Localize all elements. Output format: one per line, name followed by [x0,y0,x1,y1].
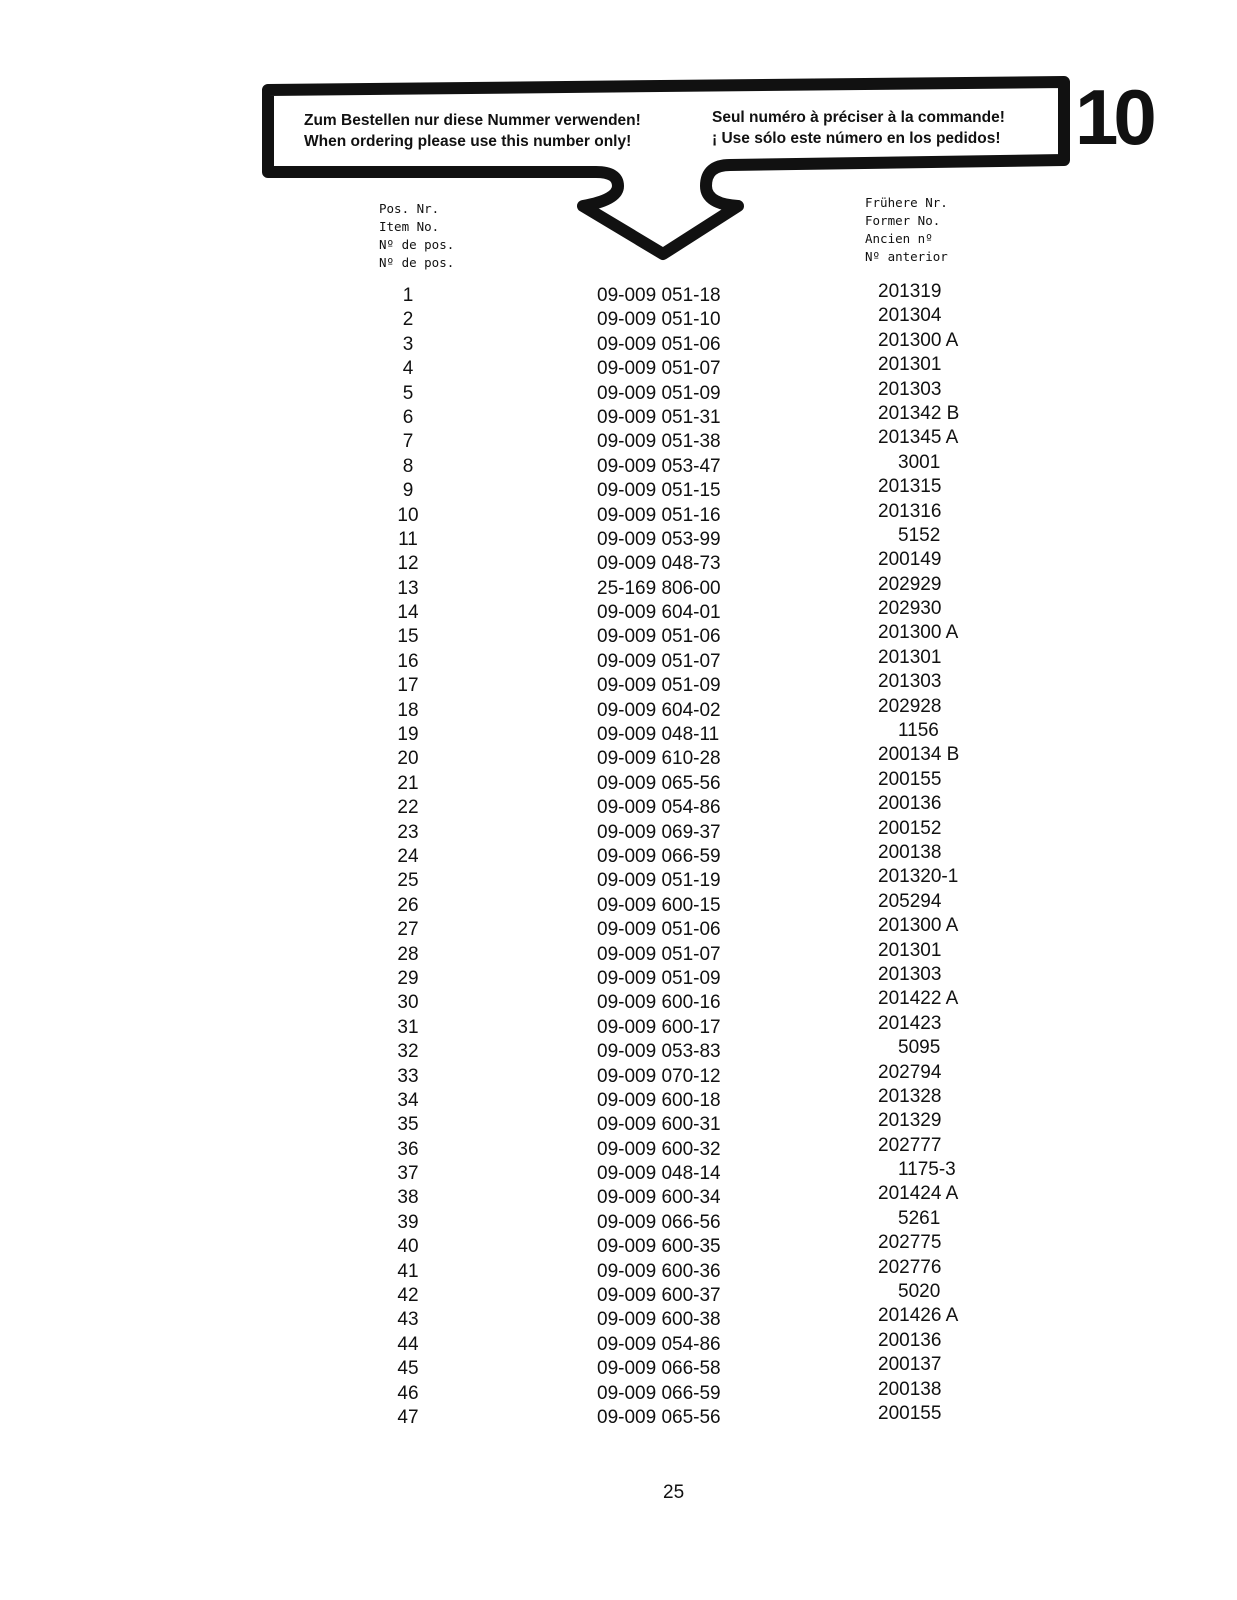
order-number: 09-009 070-12 [597,1065,721,1087]
position-number: 42 [397,1285,419,1307]
order-number: 09-009 051-09 [597,382,721,404]
list-item [0,1378,1237,1406]
order-number: 09-009 051-06 [597,626,721,648]
list-item [0,305,1237,332]
position-number: 7 [402,431,414,453]
order-number: 09-009 600-17 [597,1016,721,1038]
order-number: 09-009 051-38 [597,431,721,453]
list-item [0,841,1237,869]
former-number: 200138 [878,841,942,863]
order-number: 09-009 066-59 [597,1382,721,1404]
list-item [0,1281,1237,1308]
former-number: 5152 [898,524,941,546]
position-number: 35 [397,1114,419,1136]
position-number: 43 [397,1309,419,1331]
list-item [0,1110,1237,1137]
list-item [0,354,1237,381]
list-item [0,817,1237,845]
list-item [0,500,1237,528]
pos-header-en: Item No. [379,219,440,234]
list-item [0,1256,1237,1284]
position-number: 28 [397,943,419,965]
list-item [0,646,1237,674]
banner-line-english: When ordering please use this number only! [304,133,632,150]
former-header-fr: Ancien nº [865,231,933,246]
former-number: 5261 [898,1207,941,1229]
position-number: 19 [397,724,419,746]
pos-header-de: Pos. Nr. [379,201,440,216]
position-number: 37 [397,1163,419,1185]
order-number: 09-009 048-14 [597,1163,721,1185]
former-number: 200152 [878,817,942,839]
former-number: 201300 A [878,915,959,937]
order-number: 09-009 066-56 [597,1211,721,1233]
former-number: 201345 A [878,427,959,449]
order-number: 09-009 051-07 [597,650,721,672]
list-item [0,598,1237,625]
list-item [0,988,1237,1015]
order-number: 09-009 051-09 [597,967,721,989]
position-number: 46 [397,1382,419,1404]
order-number: 09-009 600-18 [597,1089,721,1111]
former-number: 200155 [878,768,942,790]
former-number: 201304 [878,305,942,327]
former-number: 202929 [878,573,942,595]
list-item [0,573,1237,601]
former-number: 201319 [878,281,942,302]
position-number: 29 [397,967,419,989]
list-item [0,1232,1237,1259]
list-item [0,1012,1237,1040]
former-number: 201342 B [878,402,960,424]
list-item [0,1183,1237,1210]
former-number: 201303 [878,378,942,400]
position-number: 22 [397,797,419,819]
former-number-column-header [865,194,948,266]
order-number: 09-009 600-37 [597,1285,721,1307]
list-item [0,768,1237,796]
former-number: 201303 [878,671,942,693]
former-number: 201426 A [878,1305,959,1327]
order-number: 09-009 051-18 [597,285,721,306]
former-number: 3001 [898,451,941,473]
former-number: 201303 [878,963,942,985]
list-item [0,695,1237,723]
list-item [0,549,1237,576]
order-number: 09-009 051-10 [597,309,721,331]
order-number: 09-009 604-02 [597,699,721,721]
list-item [0,1402,1237,1430]
former-number: 205294 [878,890,942,912]
position-number: 4 [402,358,414,380]
list-item [0,963,1237,991]
position-number: 8 [402,455,414,477]
former-header-es: Nº anterior [865,249,948,264]
position-number: 2 [402,309,414,331]
order-number: 09-009 600-16 [597,992,721,1014]
order-number: 09-009 600-31 [597,1114,721,1136]
position-number: 18 [397,699,419,721]
position-number: 47 [397,1406,419,1428]
order-number: 09-009 051-09 [597,675,721,697]
position-number: 9 [402,480,414,502]
order-number: 09-009 051-16 [597,504,721,526]
list-item [0,1134,1237,1162]
order-number: 09-009 051-15 [597,480,721,502]
position-number: 24 [397,845,419,867]
former-number: 200136 [878,793,942,815]
parts-list [0,281,1237,1430]
position-number: 12 [397,553,419,575]
list-item [0,476,1237,503]
order-number: 09-009 054-86 [597,1333,721,1355]
list-item [0,793,1237,820]
order-number: 09-009 051-06 [597,919,721,941]
order-number: 09-009 066-59 [597,845,721,867]
position-number: 13 [397,577,419,599]
former-number: 200149 [878,549,942,571]
position-number: 15 [397,626,419,648]
order-number: 09-009 048-11 [597,724,720,746]
position-number: 1 [402,285,414,306]
list-item [0,329,1237,357]
position-number: 32 [397,1041,419,1063]
former-number: 200136 [878,1329,942,1351]
list-item [0,524,1237,552]
list-item [0,1305,1237,1332]
former-number: 201315 [878,476,942,498]
former-header-en: Former No. [865,213,941,228]
position-number: 31 [397,1016,419,1038]
former-number: 202776 [878,1256,942,1278]
list-item [0,744,1237,771]
list-item [0,1085,1237,1113]
former-number: 201300 A [878,622,959,644]
position-number: 40 [397,1236,419,1258]
order-number: 09-009 054-86 [597,797,721,819]
position-number: 20 [397,748,419,770]
position-number: 23 [397,821,419,843]
position-number: 3 [402,333,414,355]
position-number: 26 [397,894,419,916]
former-number: 201316 [878,500,942,522]
former-number: 201301 [878,354,942,376]
order-number: 09-009 051-31 [597,406,721,428]
former-number: 5095 [898,1037,941,1059]
position-number: 27 [397,919,419,941]
former-number: 201328 [878,1085,942,1107]
position-column-header [379,200,454,272]
list-item [0,720,1237,747]
order-number: 09-009 051-06 [597,333,721,355]
list-item [0,939,1237,967]
order-number: 09-009 600-15 [597,894,721,916]
former-number: 200134 B [878,744,960,766]
former-number: 201423 [878,1012,942,1034]
order-number: 09-009 048-73 [597,553,721,575]
former-number: 1156 [898,720,939,742]
former-number: 202777 [878,1134,942,1156]
order-number: 09-009 053-83 [597,1041,721,1063]
order-number: 09-009 051-07 [597,358,721,380]
former-number: 201329 [878,1110,942,1132]
pos-header-es: Nº de pos. [379,255,455,270]
banner-instruction-de-en [304,110,641,152]
former-number: 201301 [878,939,942,961]
list-item [0,866,1237,893]
order-number: 09-009 051-19 [597,870,721,892]
list-item [0,451,1237,479]
banner-line-french: Seul numéro à préciser à la commande! [712,109,1005,126]
list-item [0,1037,1237,1064]
list-item [0,671,1237,698]
position-number: 21 [397,772,419,794]
section-number: 10 [1075,73,1152,161]
list-item [0,402,1237,430]
order-number: 09-009 069-37 [597,821,721,843]
former-number: 202930 [878,598,942,620]
order-number: 09-009 604-01 [597,602,721,624]
position-number: 5 [402,382,414,404]
order-number: 09-009 600-34 [597,1187,721,1209]
former-number: 200137 [878,1354,942,1376]
former-number: 201422 A [878,988,959,1010]
list-item [0,1159,1237,1186]
list-item [0,427,1237,454]
list-item [0,915,1237,942]
order-number: 09-009 600-36 [597,1260,721,1282]
order-number: 09-009 066-58 [597,1358,721,1380]
former-number: 201320-1 [878,866,959,888]
order-number: 09-009 065-56 [597,1406,721,1428]
list-item [0,1207,1237,1235]
list-item [0,1329,1237,1357]
position-number: 38 [397,1187,419,1209]
former-number: 202794 [878,1061,942,1083]
order-number: 09-009 600-35 [597,1236,721,1258]
position-number: 10 [397,504,419,526]
former-number: 201424 A [878,1183,959,1205]
former-number: 201300 A [878,329,959,351]
former-number: 202775 [878,1232,942,1254]
position-number: 25 [397,870,419,892]
former-header-de: Frühere Nr. [865,195,948,210]
position-number: 39 [397,1211,419,1233]
banner-instruction-fr-es [712,107,1005,149]
former-number: 1175-3 [898,1159,956,1181]
position-number: 44 [397,1333,419,1355]
banner-line-german: Zum Bestellen nur diese Nummer verwenden! [304,112,641,129]
order-number: 09-009 065-56 [597,772,721,794]
position-number: 16 [397,650,419,672]
banner-line-spanish: ¡ Use sólo este número en los pedidos! [712,130,1001,147]
position-number: 11 [398,528,418,550]
list-item [0,622,1237,649]
list-item [0,281,1237,308]
position-number: 45 [397,1358,419,1380]
order-number: 09-009 610-28 [597,748,721,770]
list-item [0,1061,1237,1089]
former-number: 200155 [878,1402,942,1424]
list-item [0,890,1237,918]
order-number: 09-009 600-38 [597,1309,721,1331]
former-number: 200138 [878,1378,942,1400]
list-item [0,378,1237,406]
order-number: 09-009 600-32 [597,1138,721,1160]
order-number: 09-009 053-99 [597,528,721,550]
former-number: 201301 [878,646,942,668]
position-number: 30 [397,992,419,1014]
position-number: 17 [397,675,419,697]
pos-header-fr: Nº de pos. [379,237,455,252]
position-number: 36 [397,1138,419,1160]
page-number: 25 [663,1482,685,1503]
order-number: 09-009 053-47 [597,455,721,477]
position-number: 34 [397,1089,419,1111]
list-item [0,1354,1237,1381]
position-number: 33 [397,1065,419,1087]
order-number: 09-009 051-07 [597,943,721,965]
former-number: 5020 [898,1281,941,1303]
position-number: 6 [402,406,414,428]
position-number: 14 [397,602,419,624]
former-number: 202928 [878,695,942,717]
position-number: 41 [397,1260,419,1282]
order-number: 25-169 806-00 [597,577,721,599]
